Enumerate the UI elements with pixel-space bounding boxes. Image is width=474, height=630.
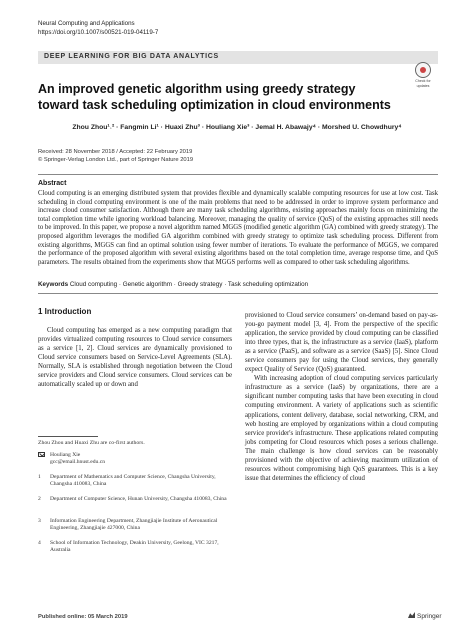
corresponding-email[interactable]: gcc@email.hnust.edu.cn — [50, 459, 106, 466]
springer-horse-icon — [408, 612, 415, 618]
paper-title: An improved genetic algorithm using greedy strategy toward task scheduling optimization in cloud environments — [38, 82, 391, 112]
publication-dates — [38, 148, 193, 164]
journal-name: Neural Computing and Applications — [38, 20, 135, 27]
footnote-divider — [38, 436, 98, 437]
affiliation-text: Information Engineering Department, Zhangjiajie Institute of Aeronautical Engineering, Zhangjiajie 427000, China — [50, 518, 218, 532]
abstract-top-divider — [38, 174, 438, 175]
intro-paragraph-1-cont: provisioned to Cloud service consumers’ on-demand based on pay-as-you-go payment model [3, 4]. From the perspective of the specific application, the service provided by cloud computing can be classified into three types, that is, the infrastructure as a service (IaaS), platform as a service (PaaS), and software as a service (SaaS) [5]. Since Cloud service consumers pay for using the Cloud services, they generally expect Quality of Service (QoS) guaranteed. — [245, 312, 438, 374]
co-first-note: Zhou Zhou and Huaxi Zhu are co-first authors. — [38, 440, 145, 446]
intro-paragraph-2: With increasing adoption of cloud computing services particularly infrastructure as a service (IaaS) by organizations, there are a significant number computing tasks that have been executing in cloud computing environment. A variety of applications such as scientific applications, content delivery, database, social networking, CRM, and web hosting are employed by organizations within a cloud computing service provider's infrastructure. These applications related computing jobs competing for Cloud resources which poses a serious challenge. The main challenge is how cloud services can be reasonably provisioned with the objective of achieving maximum utilization of resources without compromising high QoS guarantees. This is a key issue that determines the efficiency of cloud — [245, 375, 438, 482]
affiliation-mark: 1 — [38, 474, 41, 480]
corresponding-name: Houliang Xie — [50, 452, 81, 458]
author-list: Zhou Zhou¹˒² · Fangmin Li¹ · Huaxi Zhu³ · Houliang Xie³ · Jemal H. Abawajy⁴ · Morshed U. Chowdhury⁴ — [72, 124, 402, 131]
affiliation-4 — [38, 540, 232, 554]
affiliation-2 — [38, 496, 232, 503]
affiliation-mark: 3 — [38, 518, 41, 524]
corresponding-author — [38, 452, 232, 466]
affiliation-mark: 2 — [38, 496, 41, 502]
publisher-name: Springer — [417, 613, 442, 620]
section-heading-introduction: 1 Introduction — [38, 307, 92, 316]
abstract-heading: Abstract — [38, 180, 67, 187]
abstract-text: Cloud computing is an emerging distributed system that provides flexible and dynamically scalable computing resources for use at low cost. Task scheduling in cloud computing environment is one of the main problems that need to be addressed in order to improve system performance and increase cloud consumer satisfaction. Although there are many task scheduling algorithms, existing approaches mainly focus on minimizing the total completion time while ignoring workload balancing. Moreover, managing the quality of service (QoS) of the existing approaches still needs to be improved. In this paper, we propose a novel algorithm named MGGS (modified genetic algorithm (GA) combined with greedy strategy). The proposed algorithm leverages the modified GA algorithm combined with greedy strategy to optimize task scheduling process. Different from existing algorithms, MGGS can find an optimal solution using fewer number of iterations. To evaluate the performance of MGGS, we compared the performance of the proposed algorithm with several existing algorithms based on the total completion time, average response time, and QoS parameters. The results obtained from the experiments show that MGGS performs well as compared to other task scheduling algorithms. — [38, 190, 438, 266]
journal-header — [38, 19, 158, 37]
check-updates-icon — [415, 62, 431, 78]
doi-link[interactable]: https://doi.org/10.1007/s00521-019-04119-7 — [38, 29, 159, 36]
keywords-divider — [38, 293, 438, 294]
affiliation-3 — [38, 518, 232, 532]
keywords-label: Keywords — [38, 281, 69, 288]
keywords-text: Cloud computing · Genetic algorithm · Greedy strategy · Task scheduling optimization — [69, 281, 309, 288]
affiliation-1 — [38, 474, 232, 488]
intro-paragraph-1: Cloud computing has emerged as a new computing paradigm that provides virtualized computing resources to Cloud service consumers as a service [1, 2]. Cloud services are dynamically provisioned to Cloud service consumers based on Service-Level Agreements (SLA). Normally, SLA is established through negotiation between the Cloud service providers and Cloud service consumers. Cloud services can be automatically scaled up or down and — [38, 327, 232, 389]
badge-line2: updates — [416, 83, 430, 88]
affiliation-mark: 4 — [38, 540, 41, 546]
right-column — [245, 311, 438, 483]
affiliation-text: Department of Mathematics and Computer Science, Changsha University, Changsha 410083, China — [50, 474, 216, 488]
envelope-icon — [38, 452, 45, 460]
badge-line1: Check for — [415, 79, 431, 83]
received-accepted: Received: 28 November 2018 / Accepted: 22 February 2019 — [38, 149, 193, 155]
left-column — [38, 326, 232, 389]
copyright-notice: © Springer-Verlag London Ltd., part of Springer Nature 2019 — [38, 157, 194, 163]
affiliation-text: School of Information Technology, Deakin University, Geelong, VIC 3217, Australia — [50, 540, 219, 554]
section-band-label: DEEP LEARNING FOR BIG DATA ANALYTICS — [44, 53, 219, 60]
affiliation-text: Department of Computer Science, Hunan University, Changsha 410083, China — [50, 496, 227, 502]
check-for-updates-badge[interactable] — [408, 62, 438, 94]
publisher-logo — [408, 612, 442, 620]
published-online: Published online: 05 March 2019 — [38, 614, 128, 620]
keywords — [38, 281, 308, 288]
